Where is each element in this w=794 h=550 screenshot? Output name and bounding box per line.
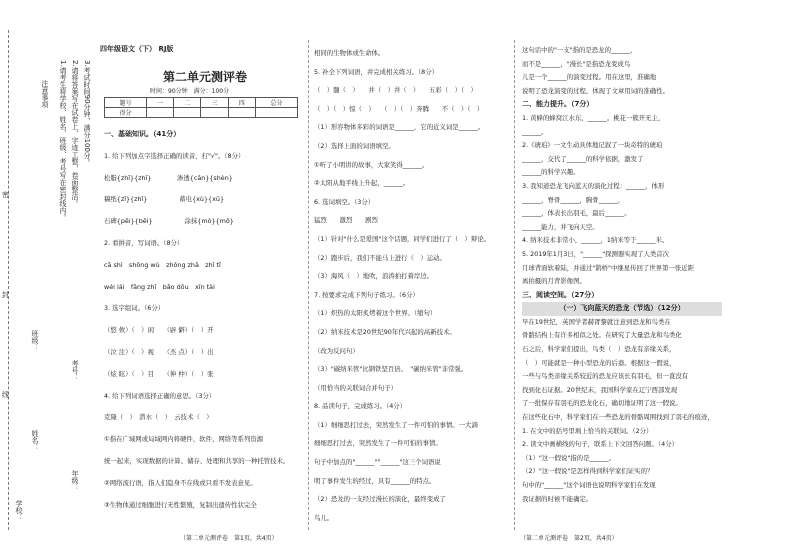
question-line: （2）选择上面的词语填空。 [314, 141, 395, 150]
note-3: 3.考试时间90分钟，满分100分。 [83, 60, 91, 166]
question-line: （2）"这一假说"是怎样得到科学家们证实的？ [522, 467, 654, 476]
question-line: ______能力，并飞向天空。 [522, 222, 599, 231]
grade-label: 年级： [71, 470, 79, 491]
question-line: ______的科学兴趣。 [522, 168, 580, 177]
question-line: （改为反问句） [314, 346, 359, 355]
question-line: 1. 给下列加点字选择正确的读音，打"√"。（8分） [104, 151, 245, 160]
note-2: 2.请将答案写在试卷上，字迹工整，卷面整洁。 [71, 60, 79, 207]
question-line: ③生物体通过细胞进行无性繁殖，复制出遗传性状完全 [104, 500, 257, 509]
question-line: 而不是______，"漫长"是指恐龙变成鸟 [522, 59, 631, 68]
question-line: ______，体表长出羽毛，最后______。 [522, 209, 631, 218]
question-line: 统一起来，实现数据的计算、储存、处理和共享的一种托管技术。 [104, 456, 290, 465]
passage-title: （一）飞向蓝天的恐龙（节选）（12分） [522, 302, 722, 316]
score-table [104, 97, 298, 118]
question-line: 8. 品读句子，完成练习。（4分） [314, 402, 407, 411]
column-1 [104, 124, 304, 516]
question-line: （炫 眩）（ ）目 （伸 仲）（ ）张 [104, 369, 214, 378]
question-line: 2. 读文中画横线的句子，联系上下文回答问题。（4分） [522, 440, 678, 449]
question-line: 儿是一个______的演变过程。用在这里，准确地 [522, 73, 657, 82]
section-heading: 三、阅读空间。（27分） [522, 290, 599, 299]
question-line: （1）形容物体多彩的词语是______，它的近义词是______。 [314, 123, 485, 132]
question-line: 找到化石证据。20世纪末，我国科学家在辽宁西部发现 [522, 385, 678, 394]
question-line: （用恰当的关联词合并句子） [314, 383, 398, 392]
question-line: 5. 补全下列词语，并完成相关练习。（8分） [314, 67, 439, 76]
question-line: 了一批保存有羽毛的恐龙化石，确切地证明了这一假说。 [522, 399, 682, 408]
question-line: （1）炽热的太阳炙烤着这个世界。（缩句） [314, 309, 437, 318]
question-line: 4. 给下列词语选择正确的意思。（3分） [104, 391, 216, 400]
question-line: 3. 选字组词。（6分） [104, 304, 165, 313]
page-title: 第二单元测评卷 [162, 70, 247, 84]
score-cell[interactable] [201, 108, 228, 118]
score-col: 三 [201, 98, 228, 108]
seal-char: 线 [2, 391, 9, 399]
note-1: 1.请考生将学校、姓名、班级、考号写在密封线内。 [59, 60, 67, 221]
column-2 [314, 44, 510, 527]
question-line: 离拍摄的月背影像图。 [522, 277, 586, 286]
question-line: （2）纳米技术是20世纪90年代兴起的高新技术。 [314, 327, 456, 336]
question-line: 一些与鸟类亲缘关系较近的恐龙应该长有羽毛，但一直没有 [522, 372, 689, 381]
question-line: 说明了恐龙演变的过程，体现了文章用词的准确性。 [522, 86, 669, 95]
section-heading: 一、基础知识。（41分） [104, 130, 181, 138]
question-line: 石之后，科学家们提出，鸟类（ ）恐龙有亲缘关系， [522, 345, 676, 354]
score-row-label: 得分 [105, 108, 147, 118]
question-line: 我证据的时候不能确定。 [522, 494, 593, 503]
question-line: 克隆（ ） 潜水（ ） 云技术（ ） [104, 413, 213, 422]
question-line: ①听了小明讲的故事，大家笑得______。 [314, 160, 429, 169]
question-line: 3. 我知道恐龙飞向蓝天的演化过程：______，体形 [522, 181, 665, 190]
question-line: 相同的生物体或生命体。 [314, 49, 385, 57]
seal-char: 封 [2, 291, 9, 299]
question-line: 4. 纳米技术非常小，______，1纳米等于______米。 [522, 236, 669, 245]
question-line: ______。 [522, 127, 548, 136]
section-heading: 二、能力提升。（7分） [522, 100, 594, 109]
page-footer-right: （第二单元测评卷 第2页，共4页） [520, 535, 618, 542]
question-line: 猛烈 激烈 剧烈 [314, 216, 378, 225]
class-label: 班级： [31, 330, 39, 351]
question-line: 明了事件发生的经过，具有______的特点。 [314, 476, 436, 485]
question-line: 2.《琥珀》一文生动具体地记叙了一块奇特的琥珀 [522, 141, 663, 150]
score-col: 四 [228, 98, 255, 108]
question-line: 松脂{zhī}{zhǐ} 渗透{cān}{shèn} [104, 173, 233, 182]
school-label: 学校： [15, 500, 23, 521]
question-line: （2）跑步后，我们不能马上进行（ ）运动。 [314, 253, 446, 262]
question-line: 7. 按要求完成下列句子练习。（6分） [314, 290, 419, 299]
exam-meta: 时间：90分钟 满分：100分 [150, 88, 230, 95]
column-3 [522, 44, 722, 506]
grade-title: 四年级语文（下） [100, 45, 156, 53]
question-line: （3）海风（ ）地吹，浪涛拍打着岸边。 [314, 272, 434, 281]
question-line: ②网络流行语，指人们隐身不在线或只看不发表意见。 [104, 478, 257, 487]
question-line: ②太阳从地平线上升起，______。 [314, 179, 410, 188]
page-footer-left: （第二单元测评卷 第1页，共4页） [180, 535, 278, 542]
score-col: 题号 [105, 98, 147, 108]
score-col: 总分 [255, 98, 297, 108]
question-line: 6. 选词填空。（3分） [314, 197, 375, 206]
number-label: 考号： [71, 360, 79, 381]
question-line: 5. 2019年1月3日，"______"探测器实现了人类首次 [522, 249, 670, 258]
question-line: （ ）髓（ ） 井（ ）井（ ） 五彩（ ）（ ） [314, 86, 477, 95]
question-line: 1. 在文中的括号里填上恰当的关联词。（2分） [522, 426, 653, 435]
question-line: 细细思打过去，突然发生了一件可怕的事情。 [314, 439, 442, 448]
question-line: （2）恐龙的一支经过漫长的演化，最终变成了 [314, 495, 446, 504]
question-line: （ ）（ ）惊（ ） （ ）（ ）奔腾 不（ ）（ ） [314, 104, 484, 113]
score-col: 二 [174, 98, 201, 108]
question-line: ______，脊骨______，胸骨______， [522, 195, 625, 204]
question-line: （1）"这一假说"指的是______。 [522, 453, 616, 462]
question-line: （悠 攸）（ ）闲 （辟 僻）（ ）开 [104, 326, 214, 335]
column-divider [308, 40, 309, 530]
question-line: cā shì shōng wù zhōng zhā zhǐ tǐ [104, 260, 234, 269]
question-line: ①指在广域网或局域网内将硬件、软件、网络等系列资源 [104, 435, 264, 444]
column-divider [514, 40, 515, 530]
question-line: （泣 注）（ ）视 （杰 点）（ ）出 [104, 347, 214, 356]
question-line: （ ）可能就是一种小型恐龙的后裔。根据这一假说， [522, 358, 676, 367]
question-line: wéi lái fāng zhī bǎo dǒu xīn tài [104, 282, 215, 291]
notes-label: 注意事项 [41, 80, 49, 108]
seal-char: 密 [2, 191, 9, 199]
question-line: 句中的"______"这个词语也说明科学家们在发现 [522, 481, 656, 489]
question-line: 句子中加点的"______""______"这三个词语说 [314, 458, 441, 467]
binding-strip [0, 0, 96, 550]
score-col: 一 [147, 98, 174, 108]
question-line: 鸟儿。 [314, 513, 334, 522]
edition-label: RJ版 [158, 45, 174, 53]
question-line: （3）"碳纳米管"比钢铁坚百倍。 "碳纳米管"非常强。 [314, 365, 468, 374]
question-line: （1）细细思打过去，突然发生了一件可怕的事情。一大滴 [314, 420, 478, 429]
seal-line [8, 30, 9, 530]
question-line: 骨骼结构上有许多相似之处。在研究了大量恐龙和鸟类化 [522, 331, 682, 340]
score-cell[interactable] [147, 108, 174, 118]
question-line: 在这些化石中，科学家们在一些恐龙的骨骼周围找到了羽毛的痕迹， [522, 413, 714, 422]
question-line: ______，交代了______的科学依据，激发了 [522, 154, 644, 163]
name-label: 姓名： [31, 430, 39, 451]
question-line: 1. 黄蜂的蜂窝江水东，______。桃花一簇开无主， [522, 113, 665, 122]
question-line: 石碑{pēi}{bēi} 涂抹{mò}{mǒ} [104, 217, 234, 226]
question-line: 月球背面软着陆，并通过"鹊桥"中继星传回了世界第一张近距 [522, 263, 695, 272]
question-line: （1）针对"什么是爱国"这个话题，同学们进行了（ ）辩论。 [314, 234, 491, 243]
score-cell[interactable] [228, 108, 255, 118]
question-line: 稿纸{zǐ}{zhǐ} 蓄电{xù}{xū} [104, 195, 225, 204]
question-line: 早在19世纪，英国学者赫胥黎就注意到恐龙和鸟类在 [522, 317, 671, 326]
grade-header [100, 44, 173, 54]
question-line: 2. 看拼音，写词语。（8分） [104, 238, 184, 247]
question-line: 这句话中的"一支"指的是恐龙的______， [522, 46, 637, 54]
score-cell[interactable] [255, 108, 297, 118]
score-cell[interactable] [174, 108, 201, 118]
